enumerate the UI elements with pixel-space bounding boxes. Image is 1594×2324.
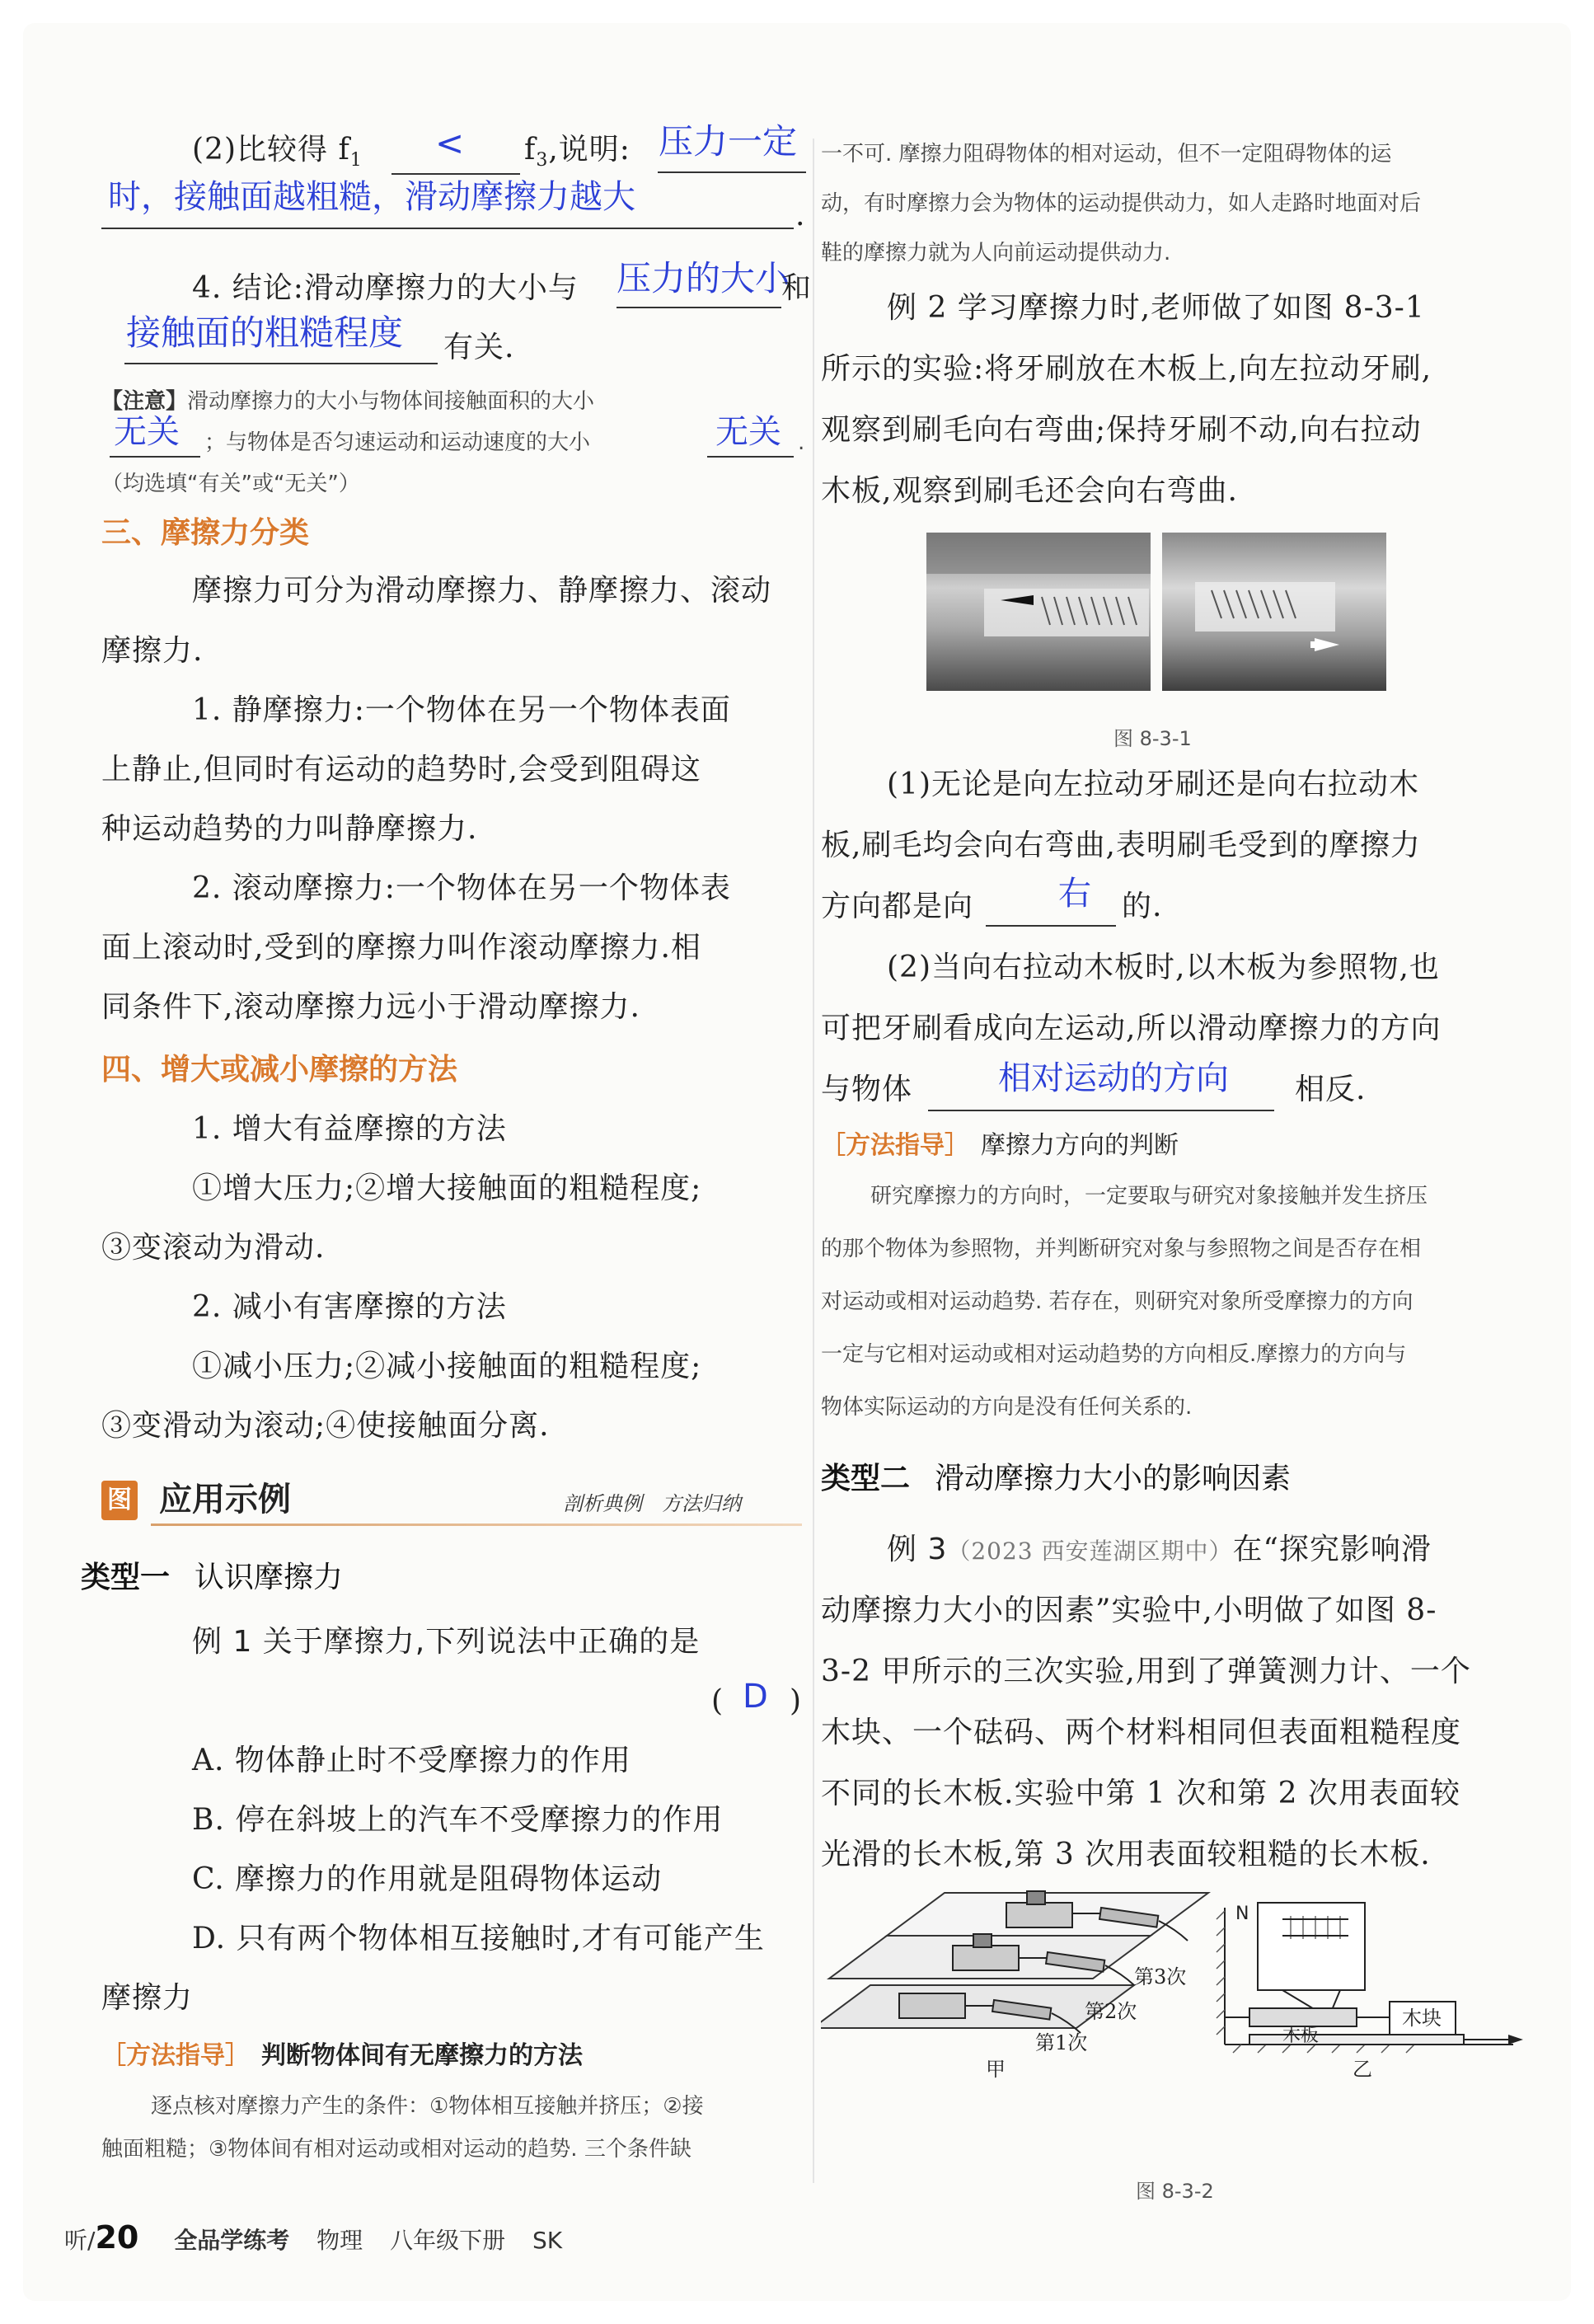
footer-subject: 物理: [316, 2227, 363, 2254]
example-3-line6: 光滑的长木板,第 3 次用表面较粗糙的长木板.: [821, 1838, 1431, 1871]
banner-rule: [151, 1524, 802, 1526]
and-text: 和: [781, 271, 813, 305]
answer-roughness: 接触面的粗糙程度: [126, 312, 404, 353]
method-guide-2-line3: 对运动或相对运动趋势. 若存在，则研究对象所受摩擦力的方向: [821, 1289, 1414, 1314]
application-subtitle: 剖析典例 方法归纳: [563, 1492, 741, 1515]
blank-explain-2: [101, 228, 794, 229]
static-friction-1: 1. 静摩擦力:一个物体在另一个物体表面: [192, 693, 731, 727]
answer-less-than: <: [435, 123, 465, 163]
label-trial-1: 第1次: [1035, 2031, 1088, 2054]
answer-pressure-size: 压力的大小: [617, 258, 790, 298]
compare-line: (2)比较得 $f_1$: [192, 133, 363, 171]
method-cont-line1: 一不可. 摩擦力阻碍物体的相对运动，但不一定阻碍物体的运: [821, 142, 1392, 167]
blank-note-2: [707, 456, 794, 458]
photo-right-drawing: [1162, 533, 1386, 691]
photo-pull-board-right: [1162, 533, 1386, 691]
q2-end: 相反.: [1295, 1073, 1367, 1106]
method-guide-2-line2: 的那个物体为参照物，并判断研究对象与参照物之间是否存在相: [821, 1237, 1422, 1261]
label-board: 木板: [1282, 2026, 1320, 2046]
f3-label: $f_3$,说明:: [524, 133, 631, 171]
footer-book: 全品学练考: [174, 2227, 290, 2254]
answer-bracket-right: ): [790, 1684, 803, 1718]
section-heading-4: 四、增大或减小摩擦的方法: [101, 1053, 458, 1087]
method-guide-1-line1: 逐点核对摩擦力产生的条件：①物体相互接触并挤压；②接: [151, 2094, 704, 2119]
option-d-cont: 摩擦力: [101, 1981, 194, 2015]
blank-conclusion-1: [617, 307, 781, 308]
q1-line3: 方向都是向: [821, 890, 974, 923]
method-guide-2-heading: ［方法指导］ 摩擦力方向的判断: [821, 1131, 1179, 1160]
type-one-heading: 类型一 认识摩擦力: [81, 1561, 344, 1594]
conclusion-text: 4. 结论:滑动摩擦力的大小与: [192, 271, 579, 305]
blank-q2: [928, 1110, 1274, 1111]
experiment-diagram: [821, 1886, 1538, 2167]
label-jia: 甲: [986, 2058, 1006, 2081]
blank-note-1: [110, 456, 200, 458]
application-banner: [93, 1476, 802, 1528]
footer-grade: 八年级下册: [390, 2227, 506, 2254]
blank-explain-1: [658, 171, 806, 173]
decrease-method-2: ③变滑动为滚动;④使接触面分离.: [101, 1409, 550, 1443]
example-3-line2: 动摩擦力大小的因素”实验中,小明做了如图 8-: [821, 1594, 1437, 1627]
example-2-line4: 木板,观察到刷毛还会向右弯曲.: [821, 474, 1238, 508]
answer-speed-irrelevant: 无关: [715, 413, 781, 451]
para-classify-1: 摩擦力可分为滑动摩擦力、静摩擦力、滚动: [192, 574, 772, 608]
answer-relative-motion: 相对运动的方向: [998, 1059, 1229, 1097]
note-line-2: ；与物体是否匀速运动和运动速度的大小: [204, 430, 591, 455]
answer-right: 右: [1058, 875, 1091, 913]
figure-caption-1: 图 8-3-1: [1113, 727, 1192, 750]
increase-method-2: ③变滚动为滑动.: [101, 1231, 326, 1265]
decrease-method-title: 2. 减小有害摩擦的方法: [192, 1290, 507, 1324]
blank-conclusion-2: [124, 363, 438, 364]
label-trial-2: 第2次: [1085, 2000, 1137, 2023]
method-cont-line3: 鞋的摩擦力就为人向前运动提供动力.: [821, 241, 1171, 265]
increase-method-1: ①增大压力;②增大接触面的粗糙程度;: [192, 1171, 702, 1205]
option-d: D. 只有两个物体相互接触时,才有可能产生: [192, 1922, 765, 1955]
answer-area-irrelevant: 无关: [114, 413, 180, 451]
answer-choice: D: [743, 1678, 768, 1716]
option-b: B. 停在斜坡上的汽车不受摩擦力的作用: [192, 1803, 724, 1837]
decrease-method-1: ①减小压力;②减小接触面的粗糙程度;: [192, 1350, 702, 1383]
example-2-line1: 例 2 学习摩擦力时,老师做了如图 8-3-1: [887, 291, 1425, 325]
example-2-line3: 观察到刷毛向右弯曲;保持牙刷不动,向右拉动: [821, 413, 1422, 447]
rolling-friction-1: 2. 滚动摩擦力:一个物体在另一个物体表: [192, 871, 731, 905]
example-3-line4: 木块、一个砝码、两个材料相同但表面粗糙程度: [821, 1716, 1462, 1749]
page-footer: [64, 2219, 562, 2256]
label-yi: 乙: [1353, 2058, 1372, 2081]
application-title: 应用示例: [159, 1481, 291, 1519]
workbook-page: [23, 23, 1571, 2301]
example-2-line2: 所示的实验:将牙刷放在木板上,向左拉动牙刷,: [821, 352, 1432, 386]
right-arrow-icon: [1315, 638, 1339, 651]
q2-line3: 与物体: [821, 1073, 913, 1106]
application-icon: 图: [101, 1481, 138, 1520]
method-guide-2-line1: 研究摩擦力的方向时，一定要取与研究对象接触并发生挤压: [870, 1184, 1428, 1209]
note-line-3: （均选填“有关”或“无关”）: [101, 472, 360, 496]
figure-caption-2: 图 8-3-2: [1136, 2180, 1214, 2203]
example-3-line3: 3-2 甲所示的三次实验,用到了弹簧测力计、一个: [821, 1655, 1471, 1688]
para-classify-2: 摩擦力.: [101, 634, 204, 668]
note-line-1: 【注意】滑动摩擦力的大小与物体间接触面积的大小: [101, 389, 595, 414]
q1-end: 的.: [1122, 890, 1163, 923]
option-a: A. 物体静止时不受摩擦力的作用: [192, 1744, 631, 1777]
blank-compare: [391, 173, 520, 175]
example-1-stem: 例 1 关于摩擦力,下列说法中正确的是: [192, 1625, 701, 1659]
note-period: .: [798, 430, 805, 455]
section-heading-3: 三、摩擦力分类: [101, 516, 310, 550]
type-two-heading: 类型二 滑动摩擦力大小的影响因素: [821, 1462, 1292, 1495]
method-guide-2-line5: 物体实际运动的方向是没有任何关系的.: [821, 1395, 1193, 1420]
answer-pressure-constant: 压力一定: [659, 121, 798, 162]
answer-explain-2: 时，接触面越粗糙，滑动摩擦力越大: [108, 178, 635, 216]
column-divider: [813, 139, 814, 2183]
method-cont-line2: 动，有时摩擦力会为物体的运动提供动力，如人走路时地面对后: [821, 191, 1422, 216]
static-friction-3: 种运动趋势的力叫静摩擦力.: [101, 812, 478, 846]
rolling-friction-2: 面上滚动时,受到的摩擦力叫作滚动摩擦力.相: [101, 931, 701, 965]
q1-line1: (1)无论是向左拉动牙刷还是向右拉动木: [887, 768, 1419, 801]
static-friction-2: 上静止,但同时有运动的趋势时,会受到阻碍这: [101, 753, 701, 786]
example-3-line1: 例 3（2023 西安莲湖区期中）在“探究影响滑: [887, 1533, 1432, 1566]
period: .: [795, 199, 806, 232]
photo-pull-toothbrush-left: [926, 533, 1151, 691]
pull-arrow-icon: [1508, 2035, 1523, 2045]
q2-line2: 可把牙刷看成向左运动,所以滑动摩擦力的方向: [821, 1012, 1442, 1045]
method-guide-1-line2: 触面粗糙；③物体间有相对运动或相对运动的趋势. 三个条件缺: [101, 2137, 692, 2162]
footer-edition: SK: [532, 2227, 563, 2254]
example-3-line5: 不同的长木板.实验中第 1 次和第 2 次用表面较: [821, 1777, 1461, 1810]
page-number: 20: [95, 2219, 139, 2256]
related-text: 有关.: [443, 331, 515, 364]
label-block: 木块: [1402, 2007, 1442, 2030]
q2-line1: (2)当向右拉动木板时,以木板为参照物,也: [887, 951, 1440, 984]
label-trial-3: 第3次: [1134, 1965, 1187, 1988]
q1-line2: 板,刷毛均会向右弯曲,表明刷毛受到的摩擦力: [821, 829, 1421, 862]
rolling-friction-3: 同条件下,滚动摩擦力远小于滑动摩擦力.: [101, 990, 640, 1024]
footer-prefix: 听/: [64, 2227, 96, 2254]
method-guide-2-line4: 一定与它相对运动或相对运动趋势的方向相反.摩擦力的方向与: [821, 1342, 1407, 1367]
setup-yi: [1217, 1903, 1513, 2053]
option-c: C. 摩擦力的作用就是阻碍物体运动: [192, 1862, 663, 1896]
blank-q1: [986, 925, 1116, 927]
photo-left-drawing: [926, 533, 1151, 691]
label-newton: N: [1235, 1904, 1249, 1924]
increase-method-title: 1. 增大有益摩擦的方法: [192, 1112, 507, 1146]
method-guide-1-heading: ［方法指导］ 判断物体间有无摩擦力的方法: [101, 2041, 583, 2070]
answer-bracket-left: (: [711, 1684, 724, 1718]
